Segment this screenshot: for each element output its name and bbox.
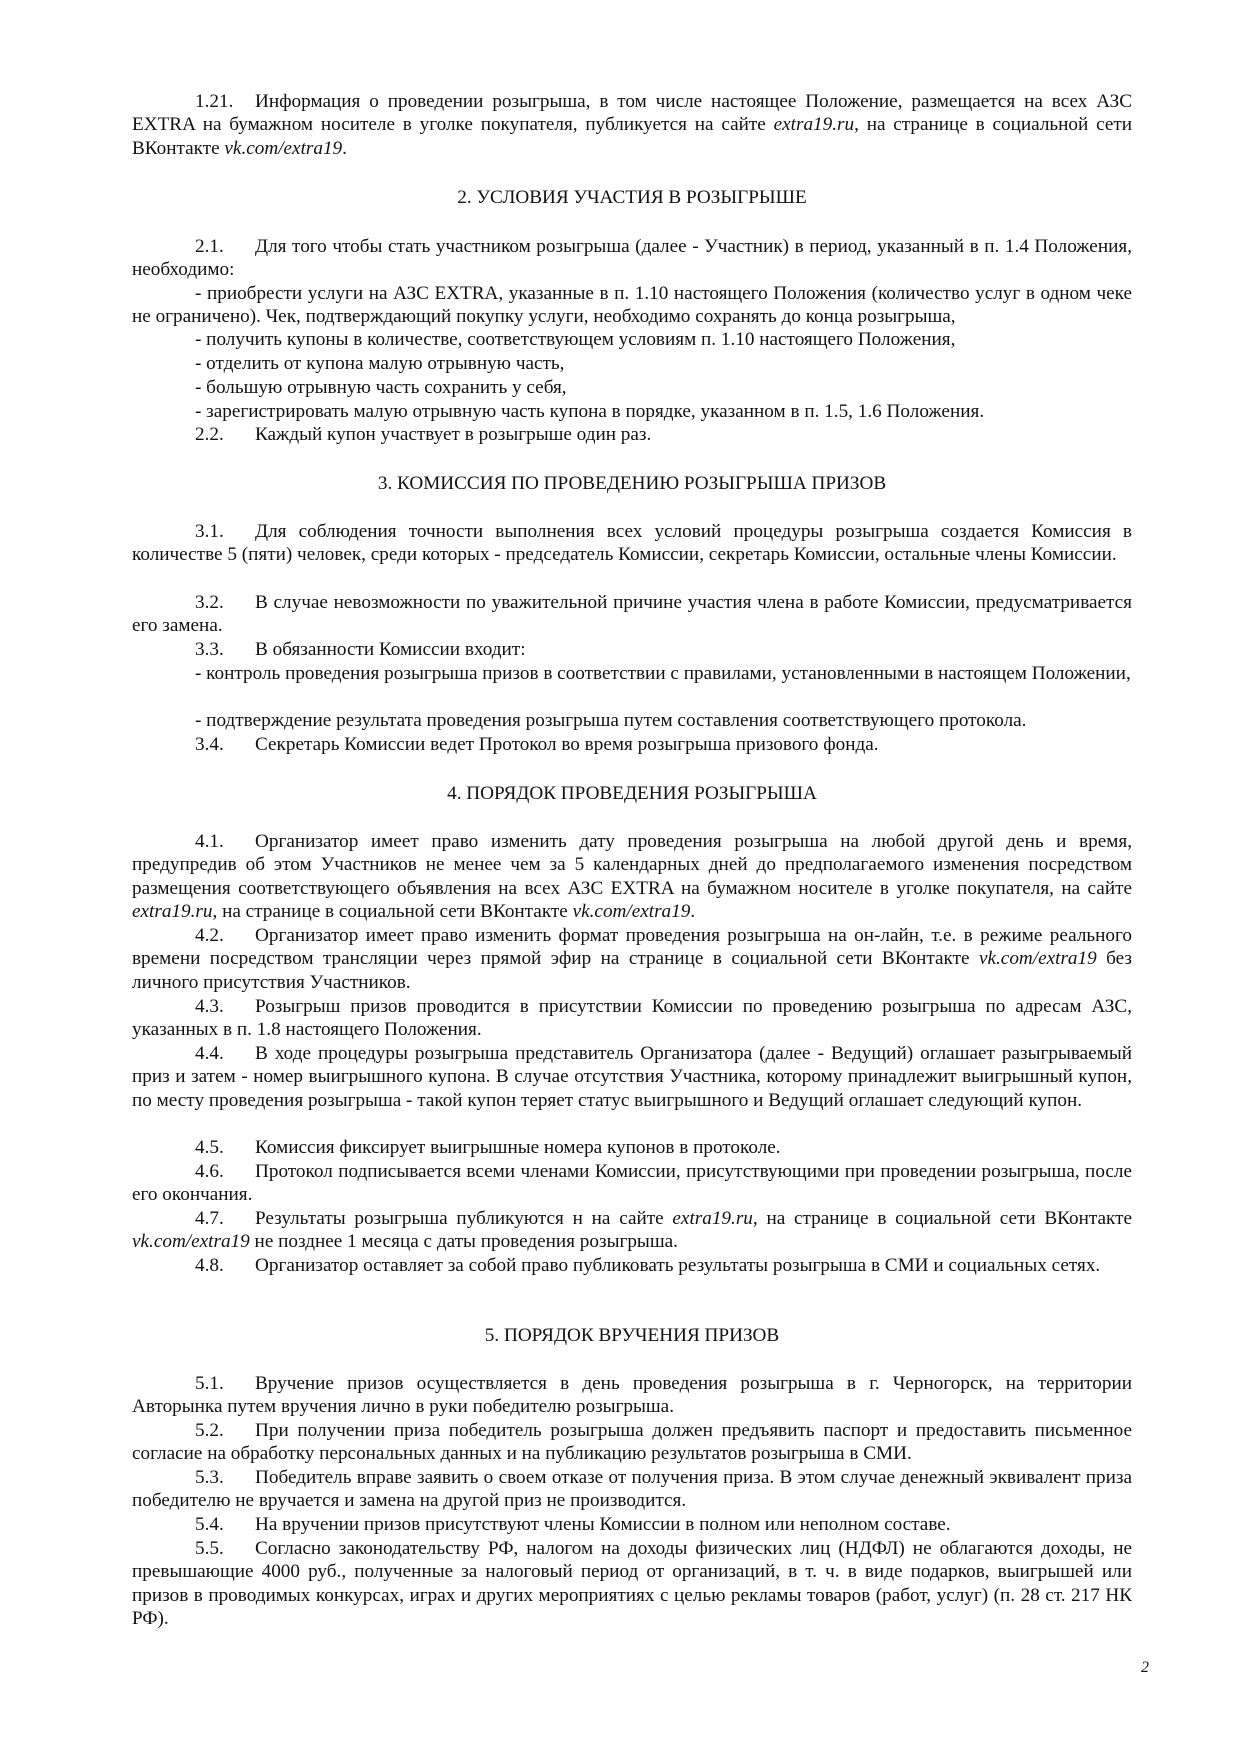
clause-number: 3.2.	[195, 592, 224, 613]
clause-2-2	[132, 423, 1132, 446]
clause-number: 5.3.	[195, 1467, 224, 1488]
clause-text: Протокол подписывается всеми членами Комиссии, присутствующими при проведении розыгрыша, после его окончания.	[132, 1161, 1132, 1206]
clause-5-3	[132, 1466, 1132, 1513]
section-heading-4: 4. ПОРЯДОК ПРОВЕДЕНИЯ РОЗЫГРЫША	[447, 783, 817, 804]
clause-text: При получении приза победитель розыгрыша должен предъявить паспорт и предоставить письменное согласие на обработку персональных данных и на публикацию результатов розыгрыша в СМИ.	[132, 1420, 1132, 1465]
clause-text: .	[342, 137, 347, 159]
clause-text: не позднее 1 месяца с даты проведения розыгрыша.	[249, 1231, 678, 1253]
clause-4-6	[132, 1160, 1132, 1207]
clause-2-1	[132, 235, 1132, 282]
site-link: extra19.ru	[132, 901, 213, 923]
list-item: - подтверждение результата проведения розыгрыша путем составления соответствующего протокола.	[195, 710, 1027, 731]
clause-number: 4.1.	[195, 831, 224, 852]
clause-number: 3.3.	[195, 639, 224, 660]
clause-text: Для того чтобы стать участником розыгрыша (далее - Участник) в период, указанный в п. 1.4 Положения, необходимо:	[132, 236, 1132, 281]
clause-number: 4.7.	[195, 1208, 224, 1229]
clause-text: Комиссия фиксирует выигрышные номера купонов в протоколе.	[255, 1137, 781, 1158]
clause-text: , на странице в социальной сети ВКонтакте	[132, 114, 1132, 159]
clause-number: 5.1.	[195, 1373, 224, 1394]
clause-text: Розыгрыш призов проводится в присутствии Комиссии по проведению розыгрыша по адресам АЗС, указанных в п. 1.8 настоящего Положения.	[132, 996, 1132, 1041]
clause-4-8	[132, 1254, 1132, 1277]
clause-text: На вручении призов присутствуют члены Комиссии в полном или неполном составе.	[255, 1514, 951, 1535]
vk-link: vk.com/extra19	[572, 901, 691, 923]
clause-text: , на странице в социальной сети ВКонтакте	[752, 1208, 1132, 1229]
clause-text: Победитель вправе заявить о своем отказе от получения приза. В этом случае денежный эквивалент приза победителю не вручается и замена на другой приз не производится.	[132, 1467, 1132, 1512]
clause-number: 2.1.	[195, 236, 224, 257]
clause-3-4	[132, 733, 1132, 756]
list-item: - зарегистрировать малую отрывную часть купона в порядке, указанном в п. 1.5, 1.6 Положения.	[195, 401, 985, 422]
clause-number: 4.2.	[195, 925, 224, 946]
vk-link: vk.com/extra19	[978, 948, 1097, 970]
clause-text: Вручение призов осуществляется в день проведения розыгрыша в г. Черногорск, на территории Авторынка путем вручения лично в руки победителю розыгрыша.	[132, 1373, 1132, 1418]
clause-text: Организатор имеет право изменить формат проведения розыгрыша на он-лайн, т.е. в режиме реального времени посредством трансляции через прямой эфир на странице в социальной сети ВКонтакте	[132, 925, 1132, 970]
list-item: - получить купоны в количестве, соответствующем условиям п. 1.10 настоящего Положения,	[195, 329, 956, 350]
clause-number: 4.3.	[195, 996, 224, 1017]
clause-text: В обязанности Комиссии входит:	[255, 639, 526, 660]
clause-number: 5.4.	[195, 1514, 224, 1535]
section-heading-2: 2. УСЛОВИЯ УЧАСТИЯ В РОЗЫГРЫШЕ	[457, 187, 807, 208]
section-heading-5: 5. ПОРЯДОК ВРУЧЕНИЯ ПРИЗОВ	[484, 1325, 780, 1346]
clause-1-21	[132, 90, 1132, 160]
clause-number: 5.2.	[195, 1420, 224, 1441]
clause-text: Организатор оставляет за собой право публиковать результаты розыгрыша в СМИ и социальных сетях.	[255, 1255, 1101, 1276]
clause-4-2	[132, 924, 1132, 994]
vk-link: vk.com/extra19	[224, 137, 343, 159]
clause-3-2	[132, 591, 1132, 638]
clause-5-5	[132, 1537, 1132, 1631]
clause-number: 4.4.	[195, 1043, 224, 1064]
clause-text: В случае невозможности по уважительной причине участия члена в работе Комиссии, предусматривается его замена.	[132, 592, 1132, 637]
site-link: extra19.ru	[672, 1208, 753, 1229]
clause-4-7	[132, 1207, 1132, 1254]
clause-text: В ходе процедуры розыгрыша представитель Организатора (далее - Ведущий) оглашает разыгрываемый приз и затем - номер выигрышного купона. В случае отсутствия Участника, которому принадлежит выигрышный купон, по месту проведения розыгрыша - такой купон теряет статус выигрышного и Ведущий оглашает следующий купон.	[132, 1043, 1132, 1111]
clause-4-1	[132, 830, 1132, 924]
site-link: extra19.ru	[773, 114, 855, 136]
clause-text: Результаты розыгрыша публикуются н на сайте	[255, 1208, 673, 1229]
list-item: - приобрести услуги на АЗС EXTRA, указанные в п. 1.10 настоящего Положения (количество услуг в одном чеке не ограничено). Чек, подтверждающий покупку услуги, необходимо сохранять до конца розыгрыша,	[132, 283, 1132, 328]
vk-link: vk.com/extra19	[132, 1231, 250, 1253]
clause-text: Организатор имеет право изменить дату проведения розыгрыша на любой другой день и время, предупредив об этом Участников не менее чем за 5 календарных дней до предполагаемого изменения посредством размещения соответствующего объявления на всех АЗС EXTRA на бумажном носителе в уголке покупателя, на сайте	[132, 831, 1132, 899]
clause-4-3	[132, 995, 1132, 1042]
clause-5-4	[132, 1513, 1132, 1536]
clause-4-4	[132, 1042, 1132, 1112]
clause-text: Согласно законодательству РФ, налогом на доходы физических лиц (НДФЛ) не облагаются доходы, не превышающие 4000 руб., полученные за налоговый период от организаций, в т. ч. в виде подарков, выигрышей или призов в проводимых конкурсах, играх и других мероприятиях с целью рекламы товаров (работ, услуг) (п. 28 ст. 217 НК РФ).	[132, 1538, 1132, 1630]
clause-text: Секретарь Комиссии ведет Протокол во время розыгрыша призового фонда.	[255, 734, 879, 755]
clause-5-1	[132, 1372, 1132, 1419]
list-item: - большую отрывную часть сохранить у себя,	[195, 377, 567, 398]
clause-text: , на странице в социальной сети ВКонтакте	[212, 901, 573, 923]
list-item: - отделить от купона малую отрывную часть,	[195, 353, 565, 374]
clause-3-1	[132, 520, 1132, 567]
clause-number: 3.1.	[195, 521, 224, 542]
clause-3-3	[132, 638, 1132, 661]
clause-number: 3.4.	[195, 734, 224, 755]
clause-number: 5.5.	[195, 1538, 224, 1559]
clause-number: 4.6.	[195, 1161, 224, 1182]
section-heading-3: 3. КОМИССИЯ ПО ПРОВЕДЕНИЮ РОЗЫГРЫША ПРИЗОВ	[377, 473, 887, 494]
clause-text: Каждый купон участвует в розыгрыше один раз.	[255, 424, 652, 445]
clause-4-5	[132, 1136, 1132, 1159]
clause-text: .	[690, 901, 696, 923]
clause-number: 1.21.	[195, 91, 234, 112]
clause-5-2	[132, 1419, 1132, 1466]
clause-number: 4.5.	[195, 1137, 224, 1158]
clause-text: Для соблюдения точности выполнения всех условий процедуры розыгрыша создается Комиссия в количестве 5 (пяти) человек, среди которых - председатель Комиссии, секретарь Комиссии, остальные члены Комиссии.	[132, 521, 1132, 566]
clause-text: без личного присутствия Участников.	[132, 948, 1132, 993]
clause-number: 4.8.	[195, 1255, 224, 1276]
clause-text: Информация о проведении розыгрыша, в том числе настоящее Положение, размещается на всех АЗС EXTRA на бумажном носителе в уголке покупателя, публикуется на сайте	[132, 91, 1132, 136]
list-item: - контроль проведения розыгрыша призов в соответствии с правилами, установленными в настоящем Положении,	[195, 663, 1131, 684]
page-number: 2	[1141, 1659, 1149, 1676]
clause-number: 2.2.	[195, 424, 224, 445]
